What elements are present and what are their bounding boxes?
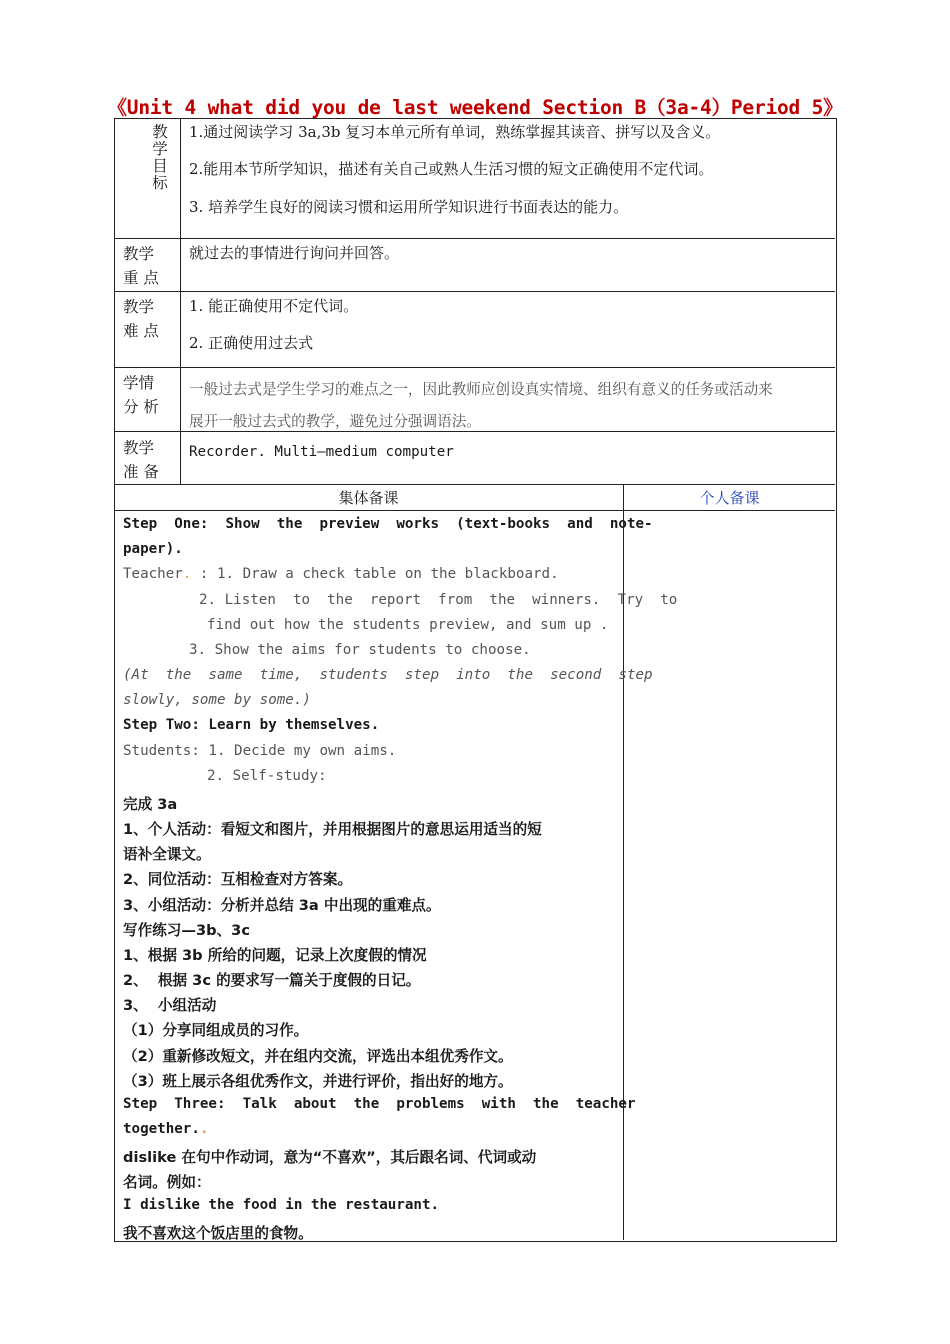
students-item: 2. Self-study: <box>207 768 327 784</box>
step-three-cont: together.. <box>123 1121 209 1137</box>
group-prep-header: 集体备课 <box>338 489 399 507</box>
writing-item: 1、根据 3b 所给的问题，记录上次度假的情况 <box>123 947 427 964</box>
writing-subitem: （2）重新修改短文，并在组内交流，评选出本组优秀作文。 <box>123 1048 513 1065</box>
teacher-item: find out how the students preview, and sum up . <box>207 617 609 633</box>
difficult-item: 2. 正确使用过去式 <box>189 334 314 352</box>
step-two: Step Two: Learn by themselves. <box>123 717 380 733</box>
row-divider <box>114 291 835 292</box>
writing-item: 2、 根据 3c 的要求写一篇关于度假的日记。 <box>123 972 421 989</box>
teacher-item: 3. Show the aims for students to choose. <box>189 642 531 658</box>
activity-item: 1、个人活动：看短文和图片，并用根据图片的意思运用适当的短 <box>123 821 542 838</box>
students-item: Students: 1. Decide my own aims. <box>123 743 397 759</box>
goal-item: 3. 培养学生良好的阅读习惯和运用所学知识进行书面表达的能力。 <box>189 198 629 216</box>
example-cn: 我不喜欢这个饭店里的食物。 <box>123 1225 313 1242</box>
teacher-line: Teacher. : 1. Draw a check table on the blackboard. <box>123 566 559 582</box>
difficult-label: 教学 难 点 <box>123 298 159 340</box>
activity-item: 3、小组活动：分析并总结 3a 中出现的重难点。 <box>123 897 441 914</box>
note-line: (At the same time, students step into the second step <box>123 667 653 683</box>
writing-item: 3、 小组活动 <box>123 997 217 1014</box>
difficult-item: 1. 能正确使用不定代词。 <box>189 297 359 315</box>
activity-item: 2、同位活动：互相检查对方答案。 <box>123 871 353 888</box>
key-label: 教学 重 点 <box>123 245 159 287</box>
label-divider <box>180 118 181 484</box>
grammar-note: 名词。例如： <box>123 1174 211 1191</box>
key-text: 就过去的事情进行询问并回答。 <box>189 244 400 262</box>
example-en: I dislike the food in the restaurant. <box>123 1197 440 1213</box>
personal-prep-header: 个人备课 <box>699 489 760 507</box>
writing-subitem: （1）分享同组成员的习作。 <box>123 1022 309 1039</box>
goal-item: 1.通过阅读学习 3a,3b 复习本单元所有单词，熟练掌握其读音、拼写以及含义。 <box>189 123 721 141</box>
row-divider <box>114 484 835 485</box>
analysis-text: 展开一般过去式的教学，避免过分强调语法。 <box>189 413 481 430</box>
step-one: Step One: Show the preview works (text-books and note- <box>123 516 653 532</box>
prep-label: 教学 准 备 <box>123 439 159 481</box>
prep-text: Recorder. Multi—medium computer <box>189 444 454 460</box>
row-divider <box>114 367 835 368</box>
note-line: slowly, some by some.) <box>123 692 311 708</box>
step-three: Step Three: Talk about the problems with the teacher <box>123 1096 636 1112</box>
row-divider <box>114 431 835 432</box>
grammar-note: dislike 在句中作动词，意为“不喜欢”，其后跟名词、代词或动 <box>123 1149 537 1166</box>
step-one-cont: paper). <box>123 541 183 557</box>
goal-item: 2.能用本节所学知识，描述有关自己或熟人生活习惯的短文正确使用不定代词。 <box>189 160 714 178</box>
goals-label: 教 学 目 标 <box>152 123 168 192</box>
analysis-label: 学情 分 析 <box>123 374 159 416</box>
row-divider <box>114 510 835 511</box>
writing-heading: 写作练习—3b、3c <box>123 922 250 939</box>
document-title: 《Unit 4 what did you de last weekend Section B（3a-4）Period 5》 <box>107 96 843 119</box>
activity-item: 语补全课文。 <box>123 846 211 863</box>
teacher-item: 2. Listen to the report from the winners. Try to <box>199 592 678 608</box>
row-divider <box>114 238 835 239</box>
writing-subitem: （3）班上展示各组优秀作文，并进行评价，指出好的地方。 <box>123 1073 513 1090</box>
finish-heading: 完成 3a <box>123 796 178 813</box>
analysis-text: 一般过去式是学生学习的难点之一，因此教师应创设真实情境、组织有意义的任务或活动来 <box>189 381 773 398</box>
